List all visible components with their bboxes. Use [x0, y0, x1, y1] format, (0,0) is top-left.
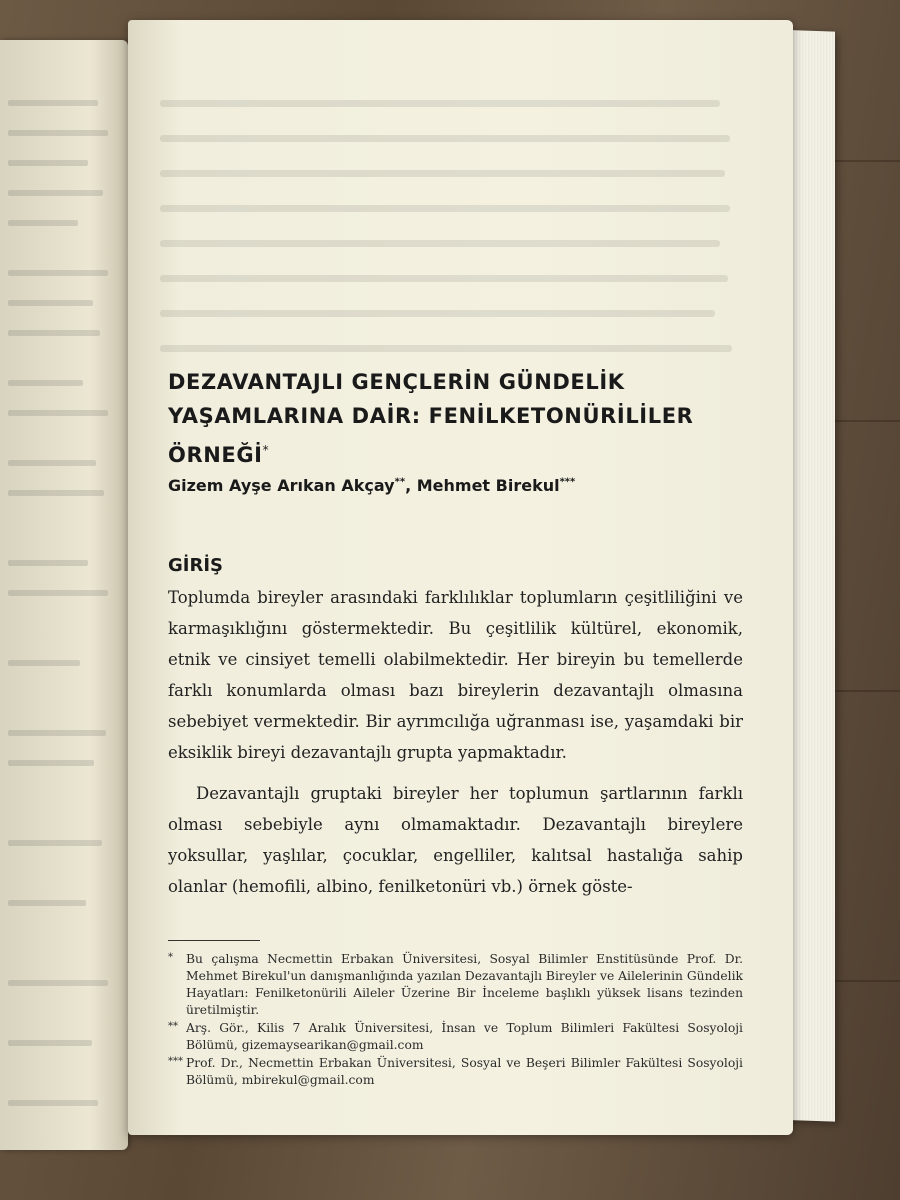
- blurred-text-line: [8, 840, 102, 846]
- author-1-mark: **: [394, 476, 406, 488]
- blurred-text-line: [8, 160, 88, 166]
- footnote-text: Arş. Gör., Kilis 7 Aralık Üniversitesi, İnsan ve Toplum Bilimleri Fakültesi Sosyoloji Bölümü, gizemaysearikan@gmail.com: [186, 1021, 743, 1052]
- title-footnote-mark: *: [262, 443, 270, 457]
- footnote: [168, 1055, 743, 1089]
- footnote-text: Prof. Dr., Necmettin Erbakan Üniversitesi, Sosyal ve Beşeri Bilimler Fakültesi Sosyoloji Bölümü, mbirekul@gmail.com: [186, 1056, 743, 1087]
- author-2: Mehmet Birekul: [416, 476, 560, 495]
- bleed-line: [160, 135, 730, 142]
- blurred-text-line: [8, 330, 100, 336]
- blurred-text-line: [8, 100, 98, 106]
- author-separator: ,: [405, 476, 417, 495]
- blurred-text-line: [8, 760, 94, 766]
- left-facing-page: [0, 40, 128, 1150]
- show-through-text: [160, 80, 783, 380]
- body-paragraph-2: Dezavantajlı gruptaki bireyler her toplumun şartlarının farklı olması sebebiyle aynı olmamaktadır. Dezavantajlı bireylere yoksullar, yaşlılar, çocuklar, engelliler, kalıtsal hastalığa sahip olanlar (hemofili, albino, fenilketonüri vb.) örnek göste-: [168, 784, 743, 896]
- blurred-text-line: [8, 1040, 92, 1046]
- article-title: [168, 365, 743, 472]
- blurred-text-line: [8, 460, 96, 466]
- footnote-text: Bu çalışma Necmettin Erbakan Üniversitesi, Sosyal Bilimler Enstitüsünde Prof. Dr. Mehmet Birekul'un danışmanlığında yazılan Dezavantajlı Bireyler ve Ailelerinin Gündelik Hayatları: Fenilketonürili Aileler Üzerine Bir İnceleme başlıklı yüksek lisans tezinden üretilmiştir.: [186, 952, 743, 1017]
- footnote-mark: **: [168, 1021, 178, 1032]
- bleed-line: [160, 345, 732, 352]
- blurred-text-line: [8, 130, 108, 136]
- bleed-line: [160, 100, 720, 107]
- blurred-text-line: [8, 490, 104, 496]
- footnote: [168, 951, 743, 1019]
- bleed-line: [160, 240, 720, 247]
- author-2-mark: ***: [559, 476, 576, 488]
- blurred-text-line: [8, 590, 108, 596]
- blurred-text-line: [8, 1100, 98, 1106]
- blurred-text-line: [8, 980, 108, 986]
- blurred-text-line: [8, 900, 86, 906]
- bleed-line: [160, 170, 725, 177]
- body-paragraph-1: Toplumda bireyler arasındaki farklılıklar toplumların çeşitliliğini ve karmaşıklığını göstermektedir. Bu çeşitlilik kültürel, ekonomik, etnik ve cinsiyet temelli olabilmektedir. Her bireyin bu temellerde farklı konumlarda olması bazı bireylerin dezavantajlı olmasına sebebiyet vermektedir. Bir ayrımcılığa uğranması ise, yaşamdaki bir eksiklik bireyi dezavantajlı grupta yapmaktadır.: [168, 588, 743, 762]
- bleed-line: [160, 310, 715, 317]
- blurred-text-line: [8, 270, 108, 276]
- blurred-text-line: [8, 730, 106, 736]
- title-line-2: YAŞAMLARINA DAİR: FENİLKETONÜRİLİLER: [168, 404, 694, 428]
- footnote-rule: [168, 940, 260, 941]
- bleed-line: [160, 275, 728, 282]
- footnote-mark: *: [168, 952, 173, 963]
- footnote: [168, 1020, 743, 1054]
- blurred-text-line: [8, 660, 80, 666]
- page-content: [168, 365, 743, 1090]
- footnote-mark: ***: [168, 1056, 183, 1067]
- blurred-text-line: [8, 220, 78, 226]
- book-page: [128, 20, 793, 1135]
- bleed-line: [160, 205, 730, 212]
- title-line-1: DEZAVANTAJLI GENÇLERİN GÜNDELİK: [168, 370, 625, 394]
- blurred-text-line: [8, 410, 108, 416]
- blurred-text-line: [8, 560, 88, 566]
- author-1: Gizem Ayşe Arıkan Akçay: [168, 476, 395, 495]
- title-line-3: ÖRNEĞİ: [168, 443, 263, 467]
- author-line: [168, 476, 743, 495]
- blurred-text-line: [8, 300, 93, 306]
- section-heading: GİRİŞ: [168, 555, 223, 576]
- blurred-text-line: [8, 190, 103, 196]
- blurred-text-line: [8, 380, 83, 386]
